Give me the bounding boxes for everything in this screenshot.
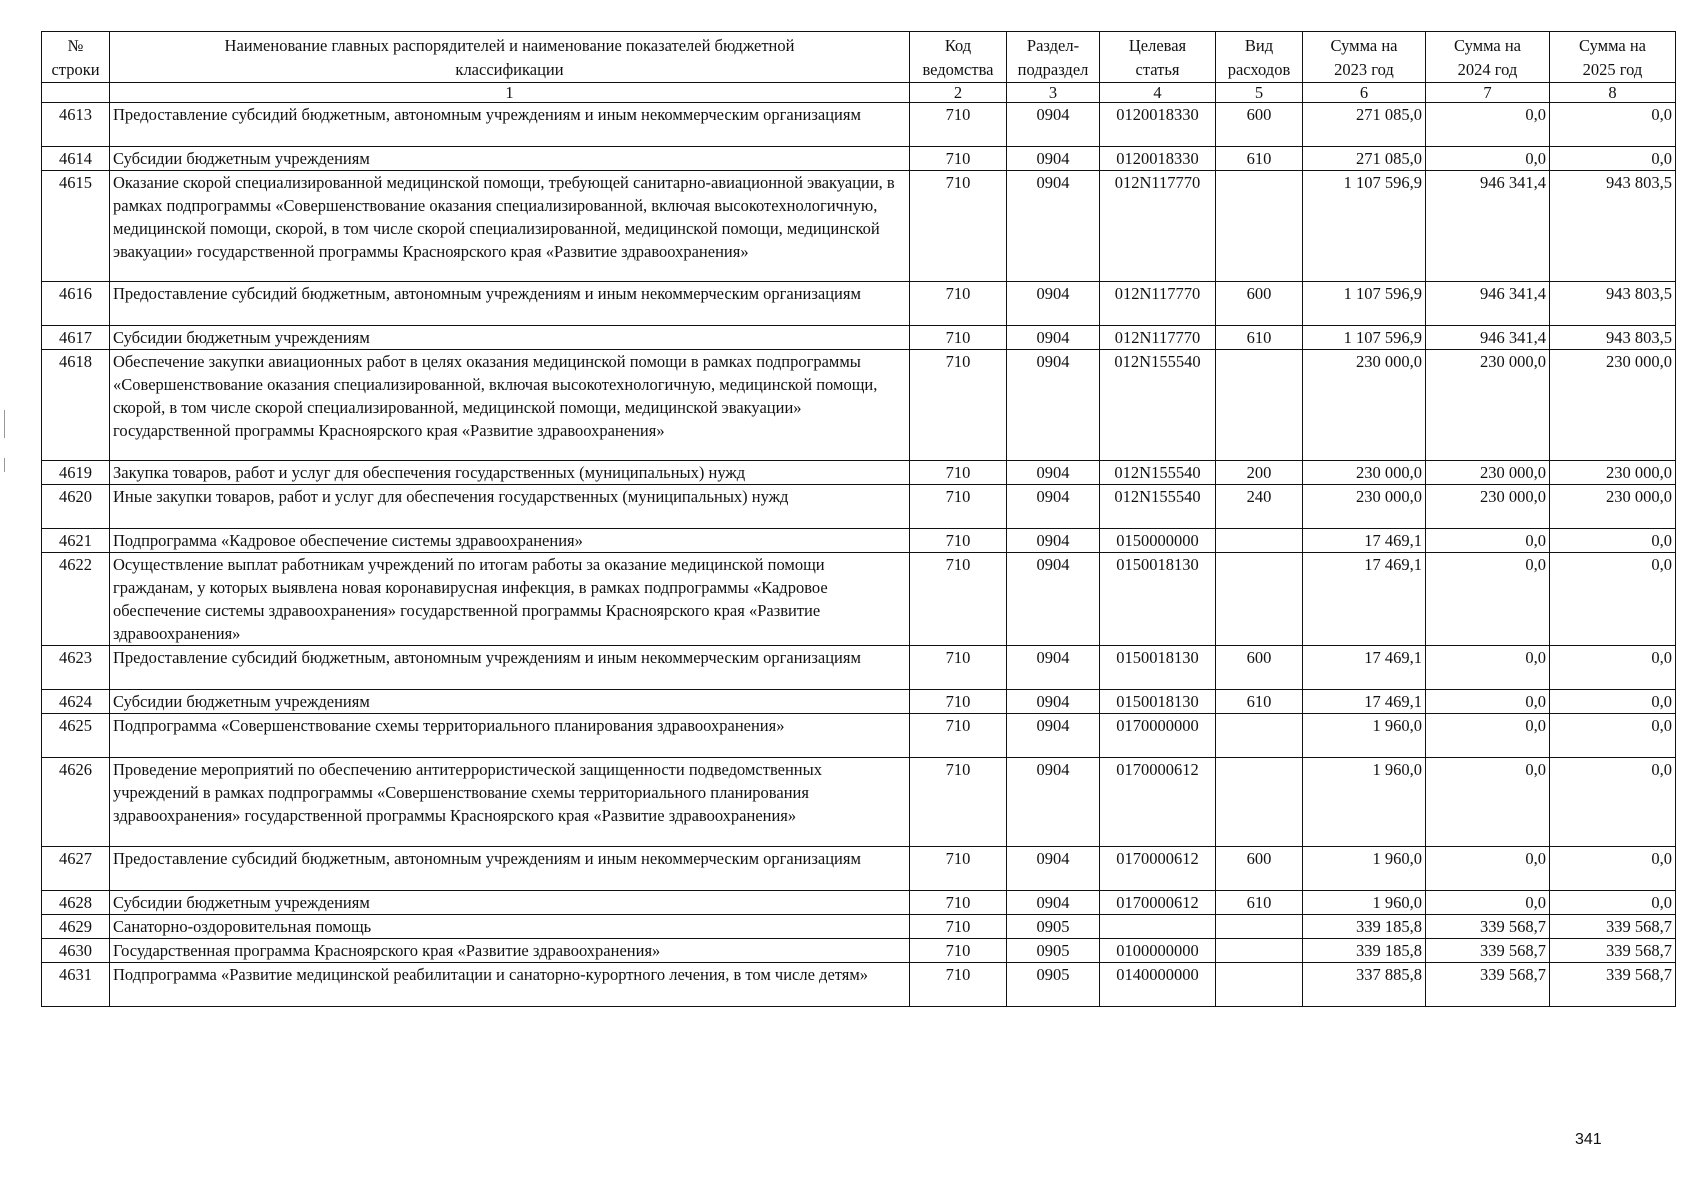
target-article-cell: 0150018130	[1100, 553, 1216, 646]
name-cell: Подпрограмма «Совершенствование схемы территориального планирования здравоохранения»	[110, 714, 910, 758]
dept-code-cell: 710	[910, 529, 1007, 553]
target-article-cell: 012N117770	[1100, 171, 1216, 282]
header-row-number: № строки	[42, 32, 110, 83]
header-sum-2025: Сумма на 2025 год	[1550, 32, 1676, 83]
column-number: 6	[1303, 83, 1426, 103]
row-number-cell: 4616	[42, 282, 110, 326]
dept-code-cell: 710	[910, 326, 1007, 350]
dept-code-cell: 710	[910, 282, 1007, 326]
expense-kind-cell: 600	[1216, 103, 1303, 147]
sum-2025-cell: 0,0	[1550, 646, 1676, 690]
sum-2024-cell: 0,0	[1426, 147, 1550, 171]
sum-2024-cell: 339 568,7	[1426, 939, 1550, 963]
sum-2024-cell: 0,0	[1426, 758, 1550, 847]
table-row	[42, 847, 1676, 891]
target-article-cell: 0170000612	[1100, 891, 1216, 915]
expense-kind-cell: 600	[1216, 646, 1303, 690]
dept-code-cell: 710	[910, 847, 1007, 891]
expense-kind-cell	[1216, 171, 1303, 282]
sum-2025-cell: 0,0	[1550, 847, 1676, 891]
name-cell: Субсидии бюджетным учреждениям	[110, 147, 910, 171]
expense-kind-cell	[1216, 553, 1303, 646]
sum-2025-cell: 943 803,5	[1550, 282, 1676, 326]
sum-2025-cell: 0,0	[1550, 553, 1676, 646]
sum-2025-cell: 0,0	[1550, 529, 1676, 553]
scan-edge-mark	[4, 458, 5, 472]
table-row	[42, 529, 1676, 553]
section-cell: 0904	[1007, 714, 1100, 758]
table-row	[42, 758, 1676, 847]
table-row	[42, 646, 1676, 690]
header-target: Целевая статья	[1100, 32, 1216, 83]
sum-2023-cell: 230 000,0	[1303, 461, 1426, 485]
header-sum-2023: Сумма на 2023 год	[1303, 32, 1426, 83]
target-article-cell: 0120018330	[1100, 147, 1216, 171]
row-number-cell: 4617	[42, 326, 110, 350]
sum-2023-cell: 271 085,0	[1303, 103, 1426, 147]
sum-2024-cell: 0,0	[1426, 690, 1550, 714]
row-number-cell: 4620	[42, 485, 110, 529]
section-cell: 0904	[1007, 326, 1100, 350]
name-cell: Предоставление субсидий бюджетным, автономным учреждениям и иным некоммерческим организациям	[110, 103, 910, 147]
table-row	[42, 939, 1676, 963]
dept-code-cell: 710	[910, 147, 1007, 171]
expense-kind-cell: 610	[1216, 690, 1303, 714]
row-number-cell: 4629	[42, 915, 110, 939]
name-cell: Иные закупки товаров, работ и услуг для обеспечения государственных (муниципальных) нужд	[110, 485, 910, 529]
sum-2025-cell: 230 000,0	[1550, 485, 1676, 529]
dept-code-cell: 710	[910, 646, 1007, 690]
sum-2024-cell: 0,0	[1426, 646, 1550, 690]
table-row	[42, 461, 1676, 485]
target-article-cell: 0120018330	[1100, 103, 1216, 147]
section-cell: 0904	[1007, 171, 1100, 282]
sum-2024-cell: 0,0	[1426, 891, 1550, 915]
target-article-cell: 012N155540	[1100, 461, 1216, 485]
header-dept-code: Код ведомства	[910, 32, 1007, 83]
sum-2024-cell: 0,0	[1426, 529, 1550, 553]
expense-kind-cell	[1216, 758, 1303, 847]
sum-2023-cell: 230 000,0	[1303, 350, 1426, 461]
name-cell: Подпрограмма «Развитие медицинской реабилитации и санаторно-курортного лечения, в том числе детям»	[110, 963, 910, 1007]
section-cell: 0904	[1007, 485, 1100, 529]
column-number: 7	[1426, 83, 1550, 103]
target-article-cell: 0150018130	[1100, 646, 1216, 690]
expense-kind-cell: 240	[1216, 485, 1303, 529]
dept-code-cell: 710	[910, 553, 1007, 646]
sum-2024-cell: 230 000,0	[1426, 350, 1550, 461]
expense-kind-cell: 600	[1216, 282, 1303, 326]
row-number-cell: 4623	[42, 646, 110, 690]
sum-2025-cell: 943 803,5	[1550, 171, 1676, 282]
dept-code-cell: 710	[910, 350, 1007, 461]
target-article-cell: 0170000612	[1100, 758, 1216, 847]
target-article-cell: 012N155540	[1100, 350, 1216, 461]
section-cell: 0904	[1007, 646, 1100, 690]
sum-2023-cell: 1 960,0	[1303, 758, 1426, 847]
dept-code-cell: 710	[910, 891, 1007, 915]
table-row	[42, 282, 1676, 326]
name-cell: Предоставление субсидий бюджетным, автономным учреждениям и иным некоммерческим организациям	[110, 282, 910, 326]
sum-2023-cell: 17 469,1	[1303, 529, 1426, 553]
sum-2023-cell: 1 960,0	[1303, 714, 1426, 758]
table-row	[42, 963, 1676, 1007]
table-row	[42, 915, 1676, 939]
table-row	[42, 171, 1676, 282]
table-row	[42, 103, 1676, 147]
sum-2023-cell: 17 469,1	[1303, 646, 1426, 690]
dept-code-cell: 710	[910, 103, 1007, 147]
sum-2025-cell: 0,0	[1550, 891, 1676, 915]
row-number-cell: 4619	[42, 461, 110, 485]
sum-2025-cell: 943 803,5	[1550, 326, 1676, 350]
table-row	[42, 891, 1676, 915]
section-cell: 0904	[1007, 461, 1100, 485]
expense-kind-cell: 610	[1216, 891, 1303, 915]
column-number: 4	[1100, 83, 1216, 103]
table-row	[42, 485, 1676, 529]
name-cell: Подпрограмма «Кадровое обеспечение системы здравоохранения»	[110, 529, 910, 553]
name-cell: Закупка товаров, работ и услуг для обеспечения государственных (муниципальных) нужд	[110, 461, 910, 485]
sum-2023-cell: 339 185,8	[1303, 939, 1426, 963]
target-article-cell: 0100000000	[1100, 939, 1216, 963]
sum-2023-cell: 337 885,8	[1303, 963, 1426, 1007]
sum-2024-cell: 339 568,7	[1426, 915, 1550, 939]
expense-kind-cell: 610	[1216, 147, 1303, 171]
sum-2025-cell: 0,0	[1550, 758, 1676, 847]
sum-2025-cell: 230 000,0	[1550, 350, 1676, 461]
table-row	[42, 350, 1676, 461]
dept-code-cell: 710	[910, 171, 1007, 282]
sum-2024-cell: 0,0	[1426, 103, 1550, 147]
row-number-cell: 4618	[42, 350, 110, 461]
dept-code-cell: 710	[910, 963, 1007, 1007]
dept-code-cell: 710	[910, 758, 1007, 847]
expense-kind-cell	[1216, 915, 1303, 939]
row-number-cell: 4625	[42, 714, 110, 758]
sum-2025-cell: 339 568,7	[1550, 963, 1676, 1007]
section-cell: 0905	[1007, 963, 1100, 1007]
section-cell: 0904	[1007, 758, 1100, 847]
sum-2024-cell: 946 341,4	[1426, 326, 1550, 350]
sum-2024-cell: 0,0	[1426, 714, 1550, 758]
sum-2023-cell: 1 107 596,9	[1303, 171, 1426, 282]
table-body	[42, 103, 1676, 1007]
table-row	[42, 147, 1676, 171]
name-cell: Предоставление субсидий бюджетным, автономным учреждениям и иным некоммерческим организациям	[110, 847, 910, 891]
name-cell: Оказание скорой специализированной медицинской помощи, требующей санитарно-авиационной эвакуации, в рамках подпрограммы «Совершенствование оказания специализированной, включая высокотехнологичную, медицинской помощи, скорой, в том числе скорой специализированной, медицинской помощи, медицинской эвакуации» государственной программы Красноярского края «Развитие здравоохранения»	[110, 171, 910, 282]
name-cell: Субсидии бюджетным учреждениям	[110, 326, 910, 350]
sum-2024-cell: 0,0	[1426, 847, 1550, 891]
sum-2023-cell: 271 085,0	[1303, 147, 1426, 171]
section-cell: 0905	[1007, 915, 1100, 939]
expense-kind-cell	[1216, 350, 1303, 461]
row-number-cell: 4614	[42, 147, 110, 171]
expense-kind-cell	[1216, 963, 1303, 1007]
column-number: 8	[1550, 83, 1676, 103]
row-number-cell: 4624	[42, 690, 110, 714]
target-article-cell	[1100, 915, 1216, 939]
expense-kind-cell	[1216, 939, 1303, 963]
table-row	[42, 553, 1676, 646]
sum-2025-cell: 0,0	[1550, 103, 1676, 147]
header-sum-2024: Сумма на 2024 год	[1426, 32, 1550, 83]
sum-2023-cell: 230 000,0	[1303, 485, 1426, 529]
dept-code-cell: 710	[910, 690, 1007, 714]
row-number-cell: 4626	[42, 758, 110, 847]
sum-2025-cell: 0,0	[1550, 714, 1676, 758]
row-number-cell: 4621	[42, 529, 110, 553]
section-cell: 0904	[1007, 891, 1100, 915]
row-number-cell: 4615	[42, 171, 110, 282]
sum-2023-cell: 17 469,1	[1303, 553, 1426, 646]
sum-2024-cell: 946 341,4	[1426, 171, 1550, 282]
header-name: Наименование главных распорядителей и наименование показателей бюджетной классификации	[110, 32, 910, 83]
target-article-cell: 012N117770	[1100, 282, 1216, 326]
section-cell: 0904	[1007, 529, 1100, 553]
expense-kind-cell	[1216, 529, 1303, 553]
row-number-cell: 4622	[42, 553, 110, 646]
column-number	[42, 83, 110, 103]
dept-code-cell: 710	[910, 915, 1007, 939]
row-number-cell: 4627	[42, 847, 110, 891]
column-number: 2	[910, 83, 1007, 103]
target-article-cell: 0150018130	[1100, 690, 1216, 714]
sum-2025-cell: 0,0	[1550, 690, 1676, 714]
section-cell: 0904	[1007, 282, 1100, 326]
sum-2023-cell: 339 185,8	[1303, 915, 1426, 939]
name-cell: Обеспечение закупки авиационных работ в целях оказания медицинской помощи в рамках подпрограммы «Совершенствование оказания специализированной, включая высокотехнологичную, медицинской помощи, скорой, в том числе скорой специализированной, медицинской помощи, медицинской эвакуации» государственной программы Красноярского края «Развитие здравоохранения»	[110, 350, 910, 461]
dept-code-cell: 710	[910, 485, 1007, 529]
sum-2025-cell: 339 568,7	[1550, 915, 1676, 939]
section-cell: 0904	[1007, 147, 1100, 171]
expense-kind-cell: 610	[1216, 326, 1303, 350]
table-header	[42, 32, 1676, 103]
target-article-cell: 0170000000	[1100, 714, 1216, 758]
table-row	[42, 690, 1676, 714]
expense-kind-cell: 200	[1216, 461, 1303, 485]
dept-code-cell: 710	[910, 939, 1007, 963]
section-cell: 0904	[1007, 553, 1100, 646]
sum-2024-cell: 230 000,0	[1426, 461, 1550, 485]
header-section: Раздел-подраздел	[1007, 32, 1100, 83]
table-row	[42, 326, 1676, 350]
dept-code-cell: 710	[910, 461, 1007, 485]
section-cell: 0904	[1007, 690, 1100, 714]
section-cell: 0904	[1007, 350, 1100, 461]
name-cell: Санаторно-оздоровительная помощь	[110, 915, 910, 939]
budget-table-container	[41, 31, 1676, 1007]
scan-edge-mark	[4, 410, 5, 438]
target-article-cell: 0170000612	[1100, 847, 1216, 891]
target-article-cell: 012N155540	[1100, 485, 1216, 529]
name-cell: Субсидии бюджетным учреждениям	[110, 891, 910, 915]
section-cell: 0904	[1007, 103, 1100, 147]
section-cell: 0905	[1007, 939, 1100, 963]
row-number-cell: 4613	[42, 103, 110, 147]
name-cell: Субсидии бюджетным учреждениям	[110, 690, 910, 714]
row-number-cell: 4630	[42, 939, 110, 963]
section-cell: 0904	[1007, 847, 1100, 891]
dept-code-cell: 710	[910, 714, 1007, 758]
column-number: 1	[110, 83, 910, 103]
column-number-row	[42, 83, 1676, 103]
table-row	[42, 714, 1676, 758]
sum-2023-cell: 1 960,0	[1303, 847, 1426, 891]
sum-2023-cell: 1 107 596,9	[1303, 282, 1426, 326]
page-number: 341	[1575, 1131, 1602, 1148]
sum-2024-cell: 946 341,4	[1426, 282, 1550, 326]
header-expense-kind: Вид расходов	[1216, 32, 1303, 83]
name-cell: Осуществление выплат работникам учреждений по итогам работы за оказание медицинской помощи гражданам, у которых выявлена новая коронавирусная инфекция, в рамках подпрограммы «Кадровое обеспечение системы здравоохранения» государственной программы Красноярского края «Развитие здравоохранения»	[110, 553, 910, 646]
name-cell: Государственная программа Красноярского края «Развитие здравоохранения»	[110, 939, 910, 963]
sum-2023-cell: 1 107 596,9	[1303, 326, 1426, 350]
column-number: 3	[1007, 83, 1100, 103]
budget-table	[41, 31, 1676, 1007]
column-number: 5	[1216, 83, 1303, 103]
sum-2025-cell: 0,0	[1550, 147, 1676, 171]
expense-kind-cell	[1216, 714, 1303, 758]
row-number-cell: 4628	[42, 891, 110, 915]
sum-2024-cell: 230 000,0	[1426, 485, 1550, 529]
sum-2025-cell: 339 568,7	[1550, 939, 1676, 963]
name-cell: Проведение мероприятий по обеспечению антитеррористической защищенности подведомственных учреждений в рамках подпрограммы «Совершенствование схемы территориального планирования здравоохранения» государственной программы Красноярского края «Развитие здравоохранения»	[110, 758, 910, 847]
row-number-cell: 4631	[42, 963, 110, 1007]
sum-2025-cell: 230 000,0	[1550, 461, 1676, 485]
sum-2023-cell: 1 960,0	[1303, 891, 1426, 915]
target-article-cell: 0150000000	[1100, 529, 1216, 553]
target-article-cell: 0140000000	[1100, 963, 1216, 1007]
sum-2023-cell: 17 469,1	[1303, 690, 1426, 714]
sum-2024-cell: 0,0	[1426, 553, 1550, 646]
name-cell: Предоставление субсидий бюджетным, автономным учреждениям и иным некоммерческим организациям	[110, 646, 910, 690]
target-article-cell: 012N117770	[1100, 326, 1216, 350]
expense-kind-cell: 600	[1216, 847, 1303, 891]
sum-2024-cell: 339 568,7	[1426, 963, 1550, 1007]
